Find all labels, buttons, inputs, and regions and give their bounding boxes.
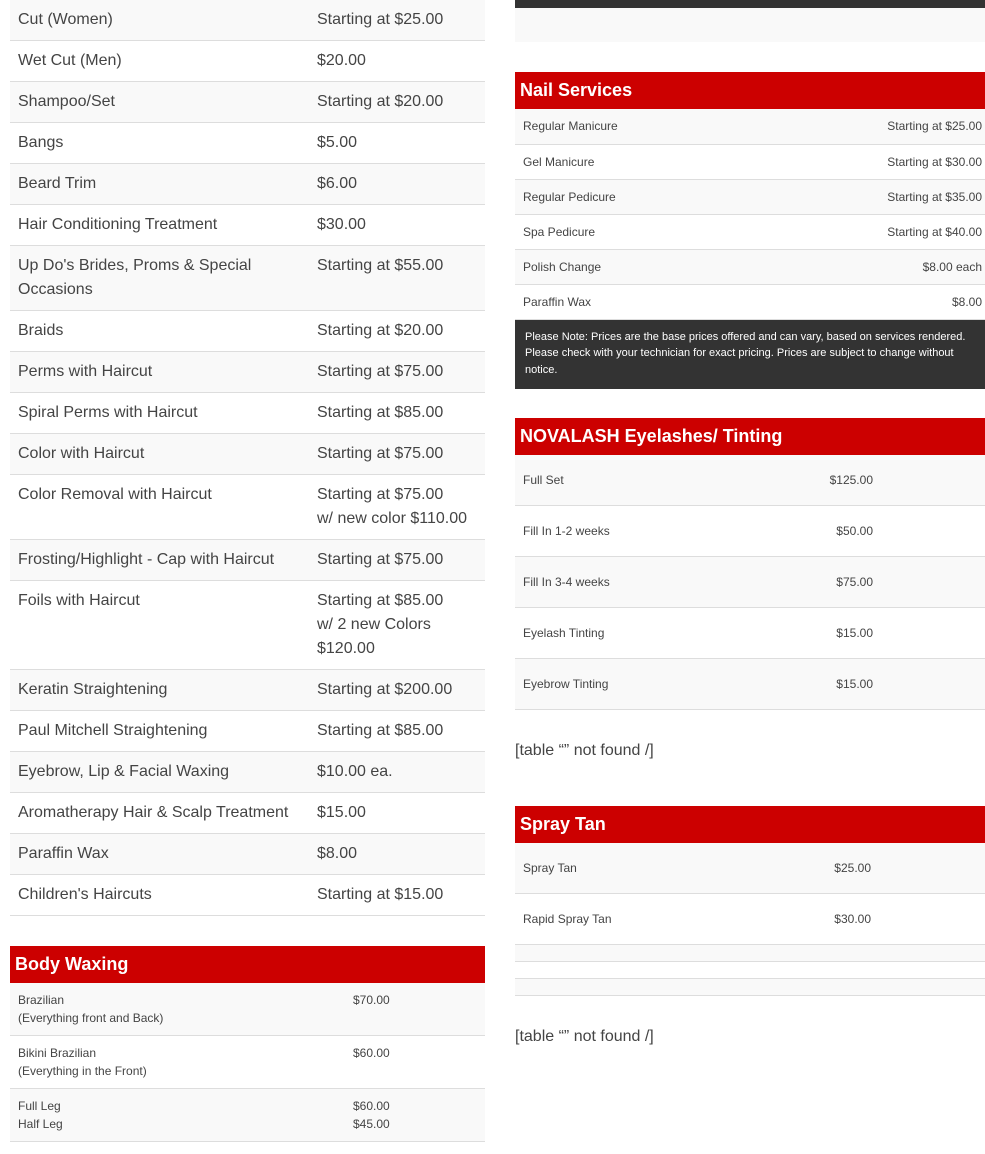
empty-cell	[881, 556, 985, 607]
service-name-text: Shampoo/Set	[18, 93, 115, 110]
service-price-text: $25.00	[834, 860, 871, 875]
service-name	[10, 1089, 345, 1142]
service-name	[515, 607, 765, 658]
table-row	[515, 607, 985, 658]
service-price-text: Starting at $75.00	[317, 486, 444, 503]
service-name-text: Spray Tan	[523, 860, 577, 875]
table-row	[10, 1036, 485, 1089]
service-price-text: $8.00	[317, 845, 358, 862]
table-row	[515, 109, 985, 144]
service-name	[10, 752, 309, 793]
service-name	[10, 164, 309, 205]
service-name	[515, 505, 765, 556]
service-price-text: w/ 2 new Colors $120.00	[317, 616, 431, 657]
service-price	[309, 434, 485, 475]
table-row	[10, 164, 485, 205]
service-name-text: Fill In 1-2 weeks	[523, 523, 610, 538]
service-price-text: $125.00	[829, 472, 873, 487]
service-price-text: $15.00	[317, 804, 366, 821]
service-price-text: Starting at $75.00	[317, 551, 444, 568]
service-price-text: Starting at $20.00	[317, 93, 444, 110]
service-price-text: $10.00 ea.	[317, 763, 393, 780]
table-row	[10, 205, 485, 246]
empty-cell	[881, 658, 985, 709]
service-name	[10, 352, 309, 393]
body-waxing-table	[10, 983, 485, 1142]
service-name-text: Spiral Perms with Haircut	[18, 404, 198, 421]
service-price	[309, 352, 485, 393]
empty-row	[515, 8, 985, 42]
service-name	[515, 556, 765, 607]
service-name	[10, 581, 309, 670]
novalash-header: NOVALASH Eyelashes/ Tinting	[515, 418, 985, 455]
service-price-text: Starting at $85.00	[317, 722, 444, 739]
service-name-text: Paraffin Wax	[18, 845, 109, 862]
service-name	[10, 983, 345, 1036]
service-name-text: Color Removal with Haircut	[18, 486, 212, 503]
service-name-text: Children's Haircuts	[18, 886, 152, 903]
service-price	[765, 658, 881, 709]
service-price-text: Starting at $85.00	[317, 404, 444, 421]
service-price	[309, 475, 485, 540]
service-price-text: $20.00	[317, 52, 366, 69]
empty-cell	[879, 843, 985, 894]
service-price	[309, 670, 485, 711]
nail-services-table	[515, 109, 985, 320]
service-name-text: Color with Haircut	[18, 445, 145, 462]
table-row	[515, 455, 985, 506]
service-name-text: Eyebrow, Lip & Facial Waxing	[18, 763, 230, 780]
service-price-text: Starting at $55.00	[317, 257, 444, 274]
service-name-text: Full Leg	[18, 1099, 61, 1113]
service-price	[309, 711, 485, 752]
service-name-text: Wet Cut (Men)	[18, 52, 122, 69]
table-row	[10, 82, 485, 123]
service-name-text: (Everything front and Back)	[18, 1011, 164, 1025]
nail-services-header: Nail Services	[515, 72, 985, 109]
empty-cell	[515, 978, 985, 995]
empty-cell	[515, 961, 985, 978]
service-price	[750, 109, 985, 144]
table-row	[515, 893, 985, 944]
table-row	[515, 144, 985, 179]
service-price	[309, 164, 485, 205]
service-price	[309, 246, 485, 311]
service-price-text: Starting at $25.00	[317, 11, 444, 28]
service-name-text: Perms with Haircut	[18, 363, 153, 380]
body-waxing-header: Body Waxing	[10, 946, 485, 983]
service-price-text: Starting at $25.00	[887, 119, 982, 133]
service-price-text: Starting at $15.00	[317, 886, 444, 903]
service-price	[750, 249, 985, 284]
table-not-found-message: [table “” not found /]	[515, 741, 654, 759]
table-row	[10, 875, 485, 916]
service-price	[750, 214, 985, 249]
table-row	[10, 434, 485, 475]
spray-tan-table	[515, 843, 985, 996]
empty-cell	[881, 505, 985, 556]
service-name	[10, 875, 309, 916]
service-name-text: Half Leg	[18, 1117, 63, 1131]
table-row	[515, 214, 985, 249]
service-name	[10, 475, 309, 540]
empty-row	[515, 944, 985, 961]
service-price	[765, 607, 881, 658]
service-price-text: Starting at $40.00	[887, 224, 982, 239]
service-price-text: $60.00	[353, 1099, 390, 1113]
service-price-text: Starting at $85.00	[317, 592, 444, 609]
service-price-text: $30.00	[834, 911, 871, 926]
table-row	[10, 246, 485, 311]
table-row	[10, 311, 485, 352]
service-name	[10, 1036, 345, 1089]
left-column	[10, 0, 485, 1142]
service-name-text: Cut (Women)	[18, 11, 113, 28]
service-price	[765, 556, 881, 607]
hair-services-table	[10, 0, 485, 916]
right-column	[515, 0, 985, 1049]
service-name	[515, 843, 765, 894]
service-name	[10, 311, 309, 352]
empty-cell	[515, 944, 985, 961]
service-name-text: Eyelash Tinting	[523, 625, 605, 640]
service-name-text: Braids	[18, 322, 64, 339]
service-name	[10, 205, 309, 246]
service-name-text: Regular Pedicure	[523, 189, 616, 204]
table-row	[10, 752, 485, 793]
service-price	[309, 393, 485, 434]
service-price	[309, 752, 485, 793]
service-price-text: $70.00	[353, 993, 390, 1007]
service-price-text: $45.00	[353, 1117, 390, 1131]
service-name	[10, 670, 309, 711]
table-row	[515, 505, 985, 556]
service-name-text: Paraffin Wax	[523, 294, 592, 309]
service-name-text: Aromatherapy Hair & Scalp Treatment	[18, 804, 289, 821]
service-name-text: Brazilian	[18, 993, 65, 1007]
service-price	[765, 505, 881, 556]
empty-cell	[881, 455, 985, 506]
table-row	[10, 834, 485, 875]
empty-row	[515, 961, 985, 978]
service-price-text: $60.00	[353, 1046, 390, 1060]
service-name	[10, 41, 309, 82]
service-price	[750, 144, 985, 179]
service-name-text: Rapid Spray Tan	[523, 911, 612, 926]
service-price-text: Starting at $30.00	[887, 154, 982, 169]
service-name-text: Regular Manicure	[523, 119, 618, 133]
service-name-text: Spa Pedicure	[523, 224, 596, 239]
service-price	[309, 41, 485, 82]
service-price	[750, 179, 985, 214]
service-name-text: Bangs	[18, 134, 64, 151]
table-row	[10, 123, 485, 164]
table-row	[515, 658, 985, 709]
table-not-found-message: [table “” not found /]	[515, 1027, 654, 1045]
service-name	[10, 0, 309, 41]
service-price	[765, 893, 879, 944]
service-name	[10, 711, 309, 752]
table-row	[10, 711, 485, 752]
table-row	[10, 475, 485, 540]
table-row	[515, 556, 985, 607]
service-price	[309, 793, 485, 834]
service-name	[515, 179, 750, 214]
service-name	[10, 123, 309, 164]
service-name-text: Foils with Haircut	[18, 592, 140, 609]
service-price	[309, 311, 485, 352]
service-price	[765, 843, 879, 894]
service-price-text: Starting at $35.00	[887, 189, 982, 204]
service-price	[345, 983, 485, 1036]
service-name-text: Frosting/Highlight - Cap with Haircut	[18, 551, 275, 568]
service-price	[309, 540, 485, 581]
service-name	[515, 455, 765, 506]
service-name	[515, 214, 750, 249]
service-name	[10, 434, 309, 475]
spray-tan-header: Spray Tan	[515, 806, 985, 843]
service-price	[309, 0, 485, 41]
empty-cell	[879, 893, 985, 944]
service-name	[515, 144, 750, 179]
service-price	[765, 455, 881, 506]
service-name-text: Paul Mitchell Straightening	[18, 722, 208, 739]
service-price-text: $15.00	[836, 625, 873, 640]
service-price-text: $8.00 each	[922, 259, 982, 274]
service-name	[10, 393, 309, 434]
service-price-text: w/ new color $110.00	[317, 510, 468, 527]
service-price-text: $30.00	[317, 216, 366, 233]
service-price-text: $5.00	[317, 134, 358, 151]
service-name	[515, 893, 765, 944]
table-row	[10, 581, 485, 670]
service-name-text: Hair Conditioning Treatment	[18, 216, 218, 233]
service-price	[309, 581, 485, 670]
service-price	[309, 82, 485, 123]
service-price-text: Starting at $75.00	[317, 363, 444, 380]
service-price	[750, 284, 985, 319]
table-row	[515, 179, 985, 214]
service-name	[10, 246, 309, 311]
table-row	[515, 249, 985, 284]
service-name-text: Keratin Straightening	[18, 681, 168, 698]
service-price-text: $8.00	[951, 294, 982, 309]
table-row	[10, 41, 485, 82]
previous-table-footer	[515, 0, 985, 8]
service-name-text: Eyebrow Tinting	[523, 676, 609, 691]
service-price	[345, 1036, 485, 1089]
service-price-text: $50.00	[836, 523, 873, 538]
service-name-text: Fill In 3-4 weeks	[523, 574, 610, 589]
service-name	[10, 793, 309, 834]
service-name-text: Polish Change	[523, 259, 602, 274]
service-price	[309, 123, 485, 164]
service-name	[515, 658, 765, 709]
service-price-text: $6.00	[317, 175, 358, 192]
service-name	[515, 109, 750, 144]
table-row	[10, 540, 485, 581]
table-row	[10, 0, 485, 41]
service-price-text: Starting at $75.00	[317, 445, 444, 462]
empty-row	[515, 978, 985, 995]
service-price-text: Starting at $20.00	[317, 322, 444, 339]
table-row	[10, 393, 485, 434]
service-name	[10, 834, 309, 875]
service-name-text: Beard Trim	[18, 175, 97, 192]
service-price-text: Starting at $200.00	[317, 681, 453, 698]
table-row	[515, 843, 985, 894]
price-note: Please Note: Prices are the base prices offered and can vary, based on services rendered. Please check with your technician for exact pricing. Prices are subject to change without notice.	[515, 320, 985, 389]
service-name-text: Full Set	[523, 472, 564, 487]
service-name	[515, 249, 750, 284]
service-price	[309, 205, 485, 246]
table-row	[10, 670, 485, 711]
service-price-text: $75.00	[836, 574, 873, 589]
service-name-text: Bikini Brazilian	[18, 1046, 97, 1060]
service-name	[10, 540, 309, 581]
service-price	[309, 875, 485, 916]
service-name-text: Up Do's Brides, Proms & Special Occasions	[18, 257, 252, 298]
service-price-text: $15.00	[836, 676, 873, 691]
service-price	[345, 1089, 485, 1142]
table-row	[10, 352, 485, 393]
service-name	[10, 82, 309, 123]
empty-cell	[881, 607, 985, 658]
novalash-table	[515, 455, 985, 710]
service-name	[515, 284, 750, 319]
service-price	[309, 834, 485, 875]
table-row	[10, 793, 485, 834]
table-row	[10, 1089, 485, 1142]
table-row	[10, 983, 485, 1036]
service-name-text: (Everything in the Front)	[18, 1064, 147, 1078]
table-row	[515, 284, 985, 319]
service-name-text: Gel Manicure	[523, 154, 595, 169]
